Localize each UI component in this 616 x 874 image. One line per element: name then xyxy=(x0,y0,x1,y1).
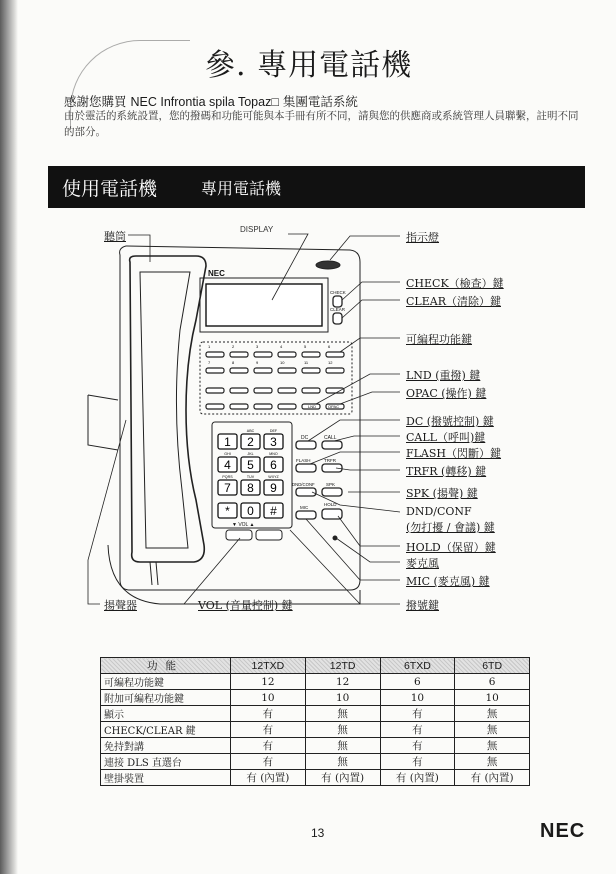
dial-key-letters: TUV xyxy=(246,475,255,479)
feature-cell: 顯示 xyxy=(101,706,231,722)
dial-key-digit: 8 xyxy=(247,481,254,495)
value-cell: 12 xyxy=(231,674,306,690)
table-row xyxy=(101,738,530,754)
programmable-key xyxy=(254,368,272,373)
label-dial: 撥號鍵 xyxy=(406,599,439,612)
dial-key-letters: DEF xyxy=(269,429,278,433)
table-row xyxy=(101,690,530,706)
label-lnd: LND (重撥) 鍵 xyxy=(406,369,481,382)
feature-cell: 免持對講 xyxy=(101,738,231,754)
trfr-key-label: TRFR xyxy=(324,458,336,463)
clear-key xyxy=(333,313,342,324)
phone-base-outline xyxy=(108,545,360,604)
value-cell: 10 xyxy=(455,690,530,706)
feature-cell: 壁掛裝置 xyxy=(101,770,231,786)
programmable-key-number: 5 xyxy=(304,344,307,349)
value-cell: 有 (內置) xyxy=(305,770,380,786)
dial-keypad xyxy=(218,429,283,518)
label-call: CALL（呼叫)鍵 xyxy=(406,431,486,444)
programmable-key xyxy=(278,388,296,393)
programmable-key xyxy=(206,352,224,357)
label-opac: OPAC (操作) 鍵 xyxy=(406,387,487,400)
intro-suffix: 集團電話系統 xyxy=(282,94,358,109)
leader-mic-key xyxy=(306,519,400,580)
leader-clear xyxy=(342,300,400,318)
table-row xyxy=(101,706,530,722)
dial-key-digit: 5 xyxy=(247,458,254,472)
dial-key-letters: PQRS xyxy=(222,475,233,479)
programmable-key xyxy=(230,352,248,357)
leader-trfr xyxy=(336,468,400,470)
value-cell: 無 xyxy=(455,706,530,722)
value-cell: 有 (內置) xyxy=(455,770,530,786)
feature-cell: 附加可編程功能鍵 xyxy=(101,690,231,706)
lnd-key-label: LND xyxy=(308,404,317,409)
label-speaker: 揚聲器 xyxy=(104,599,137,612)
value-cell: 有 xyxy=(231,754,306,770)
table-header-cell: 12TD xyxy=(305,658,380,674)
vol-down-key xyxy=(226,530,252,540)
programmable-key xyxy=(230,368,248,373)
leader-call xyxy=(334,436,400,441)
programmable-key xyxy=(278,404,296,409)
page-title: 參. 專用電話機 xyxy=(205,48,413,83)
nec-logo: NEC xyxy=(540,820,586,842)
check-key-label: CHECK xyxy=(330,290,346,295)
feature-cell: CHECK/CLEAR 鍵 xyxy=(101,722,231,738)
intro-note: 由於靈活的系統設置，您的撥碼和功能可能與本手冊有所不同，請與您的供應商或系統管理人員聯繫，註明不同的部分。 xyxy=(64,110,579,138)
programmable-key-number: 10 xyxy=(280,360,285,365)
leader-dc xyxy=(308,420,400,441)
programmable-key-number: 11 xyxy=(304,360,309,365)
dial-key-letters: GHI xyxy=(224,452,231,456)
value-cell: 無 xyxy=(455,722,530,738)
check-key xyxy=(333,296,342,307)
label-check: CHECK（檢查）鍵 xyxy=(406,277,504,290)
phone-brand-logo: NEC xyxy=(208,269,225,278)
table-header-row xyxy=(101,658,530,674)
dial-key-letters: JKL xyxy=(247,452,254,456)
programmable-key-number: 1 xyxy=(208,344,211,349)
value-cell: 無 xyxy=(305,754,380,770)
value-cell: 有 xyxy=(231,738,306,754)
flash-key xyxy=(296,464,316,472)
programmable-key xyxy=(230,404,248,409)
banner-title-left: 使用電話機 xyxy=(62,177,158,200)
table-header-cell: 功能 xyxy=(101,658,231,674)
intro-prefix: 感謝您購買 xyxy=(64,94,127,109)
dial-key-letters: MNO xyxy=(269,452,278,456)
value-cell: 有 (內置) xyxy=(231,770,306,786)
programmable-key xyxy=(302,388,320,393)
programmable-key-number: 3 xyxy=(256,344,259,349)
value-cell: 有 xyxy=(231,706,306,722)
value-cell: 6 xyxy=(455,674,530,690)
leader-indicator xyxy=(330,236,400,260)
label-dc: DC (撥號控制) 鍵 xyxy=(406,415,494,428)
flash-key-label: FLASH xyxy=(296,458,311,463)
label-hold: HOLD（保留）鍵 xyxy=(406,541,496,554)
feature-cell: 連接 DLS 直選台 xyxy=(101,754,231,770)
programmable-key xyxy=(254,352,272,357)
label-mic-key: MIC (麥克風) 鍵 xyxy=(406,575,490,588)
leader-mic-hole xyxy=(336,538,400,562)
value-cell: 無 xyxy=(305,706,380,722)
programmable-key xyxy=(278,368,296,373)
programmable-key xyxy=(326,368,344,373)
label-display: DISPLAY xyxy=(240,225,274,234)
value-cell: 無 xyxy=(305,738,380,754)
programmable-key xyxy=(326,388,344,393)
value-cell: 10 xyxy=(231,690,306,706)
value-cell: 無 xyxy=(455,754,530,770)
call-key xyxy=(322,441,342,449)
dial-key-digit: 7 xyxy=(224,481,231,495)
dnd-key-label: DND/CONF xyxy=(292,482,315,487)
value-cell: 有 xyxy=(380,722,455,738)
value-cell: 有 (內置) xyxy=(380,770,455,786)
value-cell: 有 xyxy=(380,738,455,754)
programmable-key xyxy=(230,388,248,393)
programmable-key xyxy=(206,404,224,409)
dc-key xyxy=(296,441,316,449)
value-cell: 有 xyxy=(380,754,455,770)
value-cell: 無 xyxy=(455,738,530,754)
programmable-key xyxy=(254,388,272,393)
vol-up-key xyxy=(256,530,282,540)
model-comparison-table xyxy=(100,657,530,786)
handset-cord xyxy=(150,562,158,585)
leader-vol xyxy=(184,538,240,604)
dnd-key xyxy=(296,488,316,496)
dial-key-letters: WXYZ xyxy=(268,475,279,479)
dial-key-digit: 6 xyxy=(270,458,277,472)
value-cell: 無 xyxy=(305,722,380,738)
dial-key-digit: 3 xyxy=(270,435,277,449)
label-clear: CLEAR（清除）鍵 xyxy=(406,295,501,308)
leader-dial xyxy=(290,530,400,604)
dial-key-digit: 2 xyxy=(247,435,254,449)
value-cell: 6 xyxy=(380,674,455,690)
leader-programmable xyxy=(340,338,400,352)
programmable-key xyxy=(302,368,320,373)
label-indicator: 指示燈 xyxy=(406,231,439,244)
hold-key-label: HOLD xyxy=(324,502,337,507)
table-row xyxy=(101,770,530,786)
label-dnd-line1: DND/CONF xyxy=(406,505,472,518)
indicator-lamp xyxy=(316,261,340,269)
dial-key-digit: 0 xyxy=(247,504,254,518)
page-number: 13 xyxy=(311,826,325,840)
display-screen xyxy=(206,284,322,326)
table-row xyxy=(101,754,530,770)
handset-inner xyxy=(140,272,190,548)
programmable-key xyxy=(278,352,296,357)
dc-key-label: DC xyxy=(301,435,309,441)
dial-key-digit: 1 xyxy=(224,435,231,449)
programmable-key xyxy=(326,352,344,357)
programmable-key xyxy=(206,368,224,373)
intro-brand: NEC Infrontia spila Topaz□ xyxy=(130,95,279,109)
mic-key-label: MIC xyxy=(300,505,309,510)
vol-key-label: ▼ VOL ▲ xyxy=(232,522,255,528)
programmable-key-number: 12 xyxy=(328,360,333,365)
label-flash: FLASH（閃斷）鍵 xyxy=(406,447,502,460)
leader-hold xyxy=(338,516,400,546)
dial-key-digit: 9 xyxy=(270,481,277,495)
cradle-side xyxy=(88,395,118,450)
trfr-key xyxy=(322,464,342,472)
label-spk: SPK (揚聲) 鍵 xyxy=(406,487,478,500)
label-handset: 聽筒 xyxy=(104,230,126,243)
programmable-key xyxy=(254,404,272,409)
clear-key-label: CLEAR xyxy=(330,307,346,312)
programmable-key-number: 9 xyxy=(256,360,259,365)
value-cell: 12 xyxy=(305,674,380,690)
leader-check xyxy=(342,282,400,300)
programmable-key-number: 8 xyxy=(232,360,235,365)
table-header-cell: 6TD xyxy=(455,658,530,674)
opac-key-label: OPAC xyxy=(328,404,340,409)
label-programmable: 可編程功能鍵 xyxy=(406,333,472,346)
dial-key-digit: 4 xyxy=(224,458,231,472)
banner-title-right: 專用電話機 xyxy=(201,178,282,198)
programmable-key xyxy=(302,352,320,357)
spk-key-label: SPK xyxy=(326,482,336,487)
programmable-key-number: 2 xyxy=(232,344,235,349)
table-row xyxy=(101,722,530,738)
label-trfr: TRFR (轉移) 鍵 xyxy=(406,465,487,478)
value-cell: 有 xyxy=(380,706,455,722)
value-cell: 有 xyxy=(231,722,306,738)
programmable-key-number: 7 xyxy=(208,360,211,365)
call-key-label: CALL xyxy=(324,435,337,441)
table-header-cell: 6TXD xyxy=(380,658,455,674)
feature-cell: 可編程功能鍵 xyxy=(101,674,231,690)
programmable-key xyxy=(206,388,224,393)
programmable-key-number: 6 xyxy=(328,344,331,349)
mic-key xyxy=(296,511,316,519)
programmable-key-number: 4 xyxy=(280,344,283,349)
label-vol: VOL (音量控制) 鍵 xyxy=(198,599,293,612)
leader-opac xyxy=(340,392,400,404)
value-cell: 10 xyxy=(380,690,455,706)
label-mic-hole: 麥克風 xyxy=(406,557,439,570)
dial-key-digit: # xyxy=(270,504,277,518)
spk-key xyxy=(322,488,342,496)
table-header-cell: 12TXD xyxy=(231,658,306,674)
value-cell: 10 xyxy=(305,690,380,706)
dial-key-digit: * xyxy=(225,504,230,518)
programmable-keys xyxy=(206,344,344,409)
leader-handset xyxy=(128,235,150,262)
table-row xyxy=(101,674,530,690)
label-dnd-line2: (勿打擾 / 會議) 鍵 xyxy=(406,521,495,534)
dial-key-letters: ABC xyxy=(246,429,255,433)
